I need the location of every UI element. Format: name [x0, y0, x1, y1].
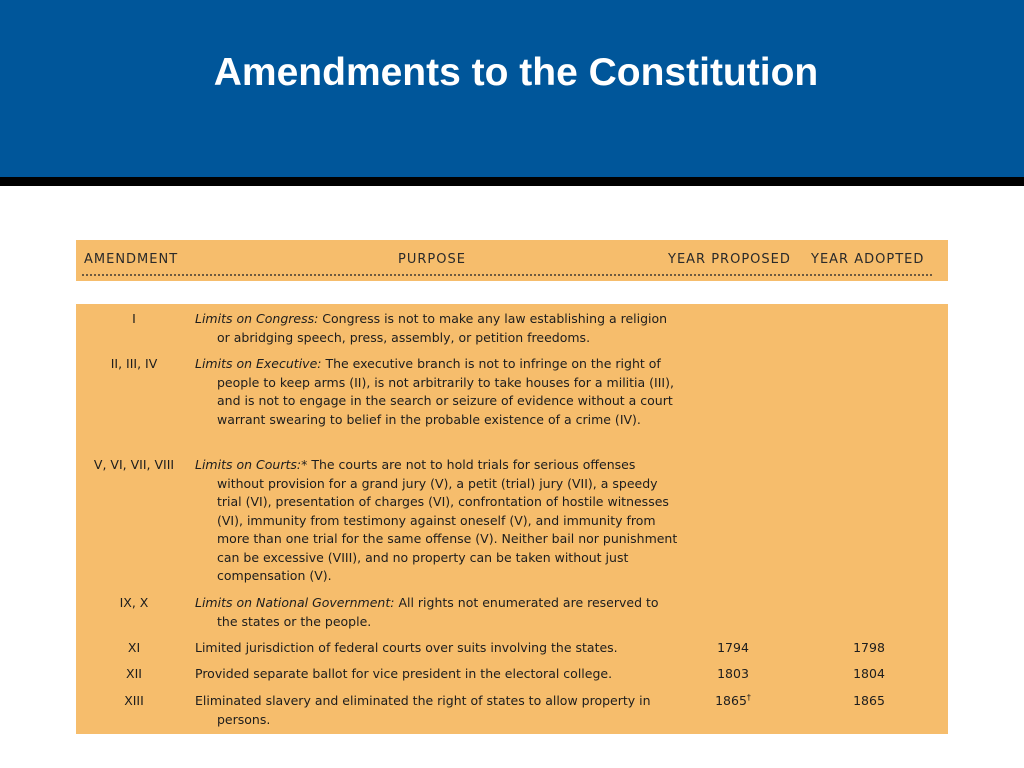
amendment-number: V, VI, VII, VIII [93, 457, 175, 472]
purpose-text [195, 692, 683, 729]
header-year-adopted: YEAR ADOPTED [811, 252, 925, 267]
amendment-number: IX, X [119, 595, 149, 610]
purpose-body: The executive branch is not to infringe on the right of people to keep arms (II), is not arbitrarily to take houses for a militia (III), and is not to engage in the search or seizure of evidence without a court warrant swearing to belief in the probable existence of a crime (IV). [217, 356, 674, 427]
purpose-text [195, 355, 683, 429]
amendment-number: XI [127, 640, 141, 655]
purpose-text [195, 665, 683, 684]
header-purpose: PURPOSE [398, 252, 466, 267]
purpose-body: Congress is not to make any law establishing a religion or abridging speech, press, assembly, or petition freedoms. [217, 311, 668, 345]
purpose-body: All rights not enumerated are reserved to the states or the people. [217, 595, 659, 629]
banner-divider [0, 177, 1024, 186]
year-proposed [688, 692, 778, 711]
amendment-number: XIII [124, 693, 144, 708]
purpose-text [195, 456, 683, 586]
table-header [76, 240, 948, 281]
year-proposed-value: 1803 [717, 666, 749, 681]
amendment-number: II, III, IV [110, 356, 158, 371]
footnote-mark: † [746, 692, 751, 702]
slide-title: Amendments to the Constitution [213, 51, 819, 94]
header-dotted-rule [82, 274, 932, 276]
table-body [76, 304, 948, 734]
purpose-lead: Limits on Congress: [195, 311, 319, 326]
purpose-lead: Limits on National Government: [195, 595, 395, 610]
purpose-text [195, 310, 683, 347]
year-proposed [688, 665, 778, 684]
header-amendment: AMENDMENT [84, 252, 179, 267]
year-proposed [688, 639, 778, 658]
year-proposed-value: 1865 [715, 693, 747, 708]
year-adopted: 1804 [853, 666, 885, 681]
purpose-body: Eliminated slavery and eliminated the right of states to allow property in persons. [195, 693, 651, 727]
purpose-lead: Limits on Executive: [195, 356, 322, 371]
purpose-lead: Limits on Courts:* [195, 457, 308, 472]
purpose-body: Limited jurisdiction of federal courts over suits involving the states. [195, 640, 618, 655]
purpose-body: The courts are not to hold trials for serious offenses without provision for a grand jury (V), a petit (trial) jury (VII), a speedy trial (VI), presentation of charges (VI), confrontation of hostile witnesses (VI), immunity from testimony against oneself (V), and immunity from more than one trial for the same offense (V). Neither bail nor punishment can be excessive (VIII), and no property can be taken without just compensation (V). [217, 457, 678, 583]
amendment-number: XII [126, 666, 142, 681]
year-adopted: 1865 [853, 693, 885, 708]
amendment-number: I [132, 311, 136, 326]
year-adopted: 1798 [853, 640, 885, 655]
purpose-body: Provided separate ballot for vice president in the electoral college. [195, 666, 613, 681]
purpose-text [195, 639, 683, 658]
purpose-text [195, 594, 683, 631]
header-year-proposed: YEAR PROPOSED [668, 252, 791, 267]
year-proposed-value: 1794 [717, 640, 749, 655]
